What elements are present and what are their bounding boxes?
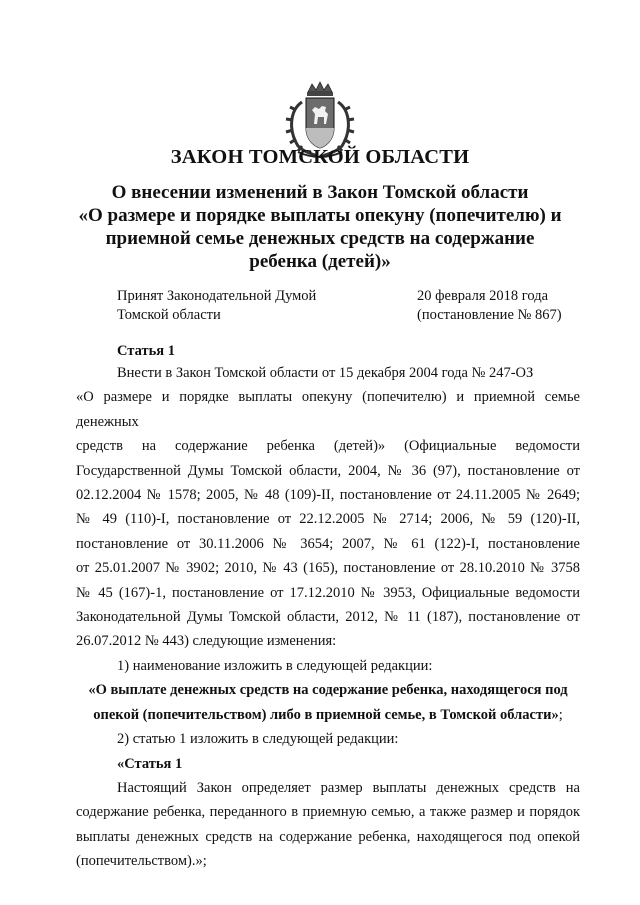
body-line: № 49 (110)-I, постановление от 22.12.2005 № 2714; 2006, № 59 (120)-II, [76, 511, 580, 528]
subject-line: приемной семье денежных средств на содержание [105, 228, 535, 249]
article-1-heading: Статья 1 [117, 343, 175, 359]
body-line: «О размере и порядке выплаты опекуну (попечителю) и приемной семье денежных [76, 389, 580, 430]
body-line: Государственной Думы Томской области, 2004, № 36 (97), постановление от [76, 462, 580, 479]
adoption-resolution-line: (постановление № 867) [417, 307, 562, 323]
body-line: 26.07.2012 № 443) следующие изменения: [76, 633, 337, 650]
body-line: № 45 (167)-1, постановление от 17.12.2010 № 3953, Официальные ведомости [76, 584, 580, 601]
body-line: от 25.01.2007 № 3902; 2010, № 43 (165), постановление от 28.10.2010 № 3758 [76, 560, 580, 577]
law-title: ЗАКОН ТОМСКОЙ ОБЛАСТИ [170, 146, 470, 168]
amendment-item-2: 2) статью 1 изложить в следующей редакции: [117, 731, 399, 748]
new-article-line: Настоящий Закон определяет размер выплаты денежных средств на [117, 779, 580, 796]
subject-line: О внесении изменений в Закон Томской области [111, 182, 529, 203]
new-law-title-end: ; [558, 706, 563, 723]
new-article-line: содержание ребенка, переданного в приемную семью, а также размер и порядок [76, 804, 580, 821]
subject-line: ребенка (детей)» [249, 251, 391, 272]
new-law-title-text: опекой (попечительством) либо в приемной семье, в Томской области» [93, 706, 559, 723]
new-article-line: выплаты денежных средств на содержание ребенка, находящегося под опекой [76, 828, 580, 845]
body-line: постановление от 30.11.2006 № 3654; 2007, № 61 (122)-I, постановление [76, 535, 580, 552]
new-law-title-line [76, 703, 580, 727]
body-line: Внести в Закон Томской области от 15 декабря 2004 года № 247-ОЗ [117, 365, 534, 381]
article-1-body [76, 361, 580, 874]
adoption-date [417, 287, 562, 325]
body-line: 02.12.2004 № 1578; 2005, № 48 (109)-II, постановление от 24.11.2005 № 2649; [76, 487, 580, 504]
subject-line: «О размере и порядке выплаты опекуну (попечителю) и [78, 205, 562, 226]
adopted-by-line: Томской области [117, 307, 221, 323]
body-line: Законодательной Думы Томской области, 2012, № 11 (187), постановление от [76, 609, 580, 626]
body-line: средств на содержание ребенка (детей)» (Официальные ведомости [76, 438, 580, 455]
adoption-date-line: 20 февраля 2018 года [417, 288, 549, 304]
new-article-line: (попечительством).»; [76, 853, 207, 870]
new-law-title-line: «О выплате денежных средств на содержание ребенка, находящегося под [88, 682, 568, 699]
law-subject [60, 181, 580, 273]
amendment-item-1: 1) наименование изложить в следующей редакции: [117, 657, 433, 674]
adopted-by [117, 287, 316, 325]
adopted-by-line: Принят Законодательной Думой [117, 288, 317, 304]
new-article-heading: «Статья 1 [117, 755, 183, 772]
